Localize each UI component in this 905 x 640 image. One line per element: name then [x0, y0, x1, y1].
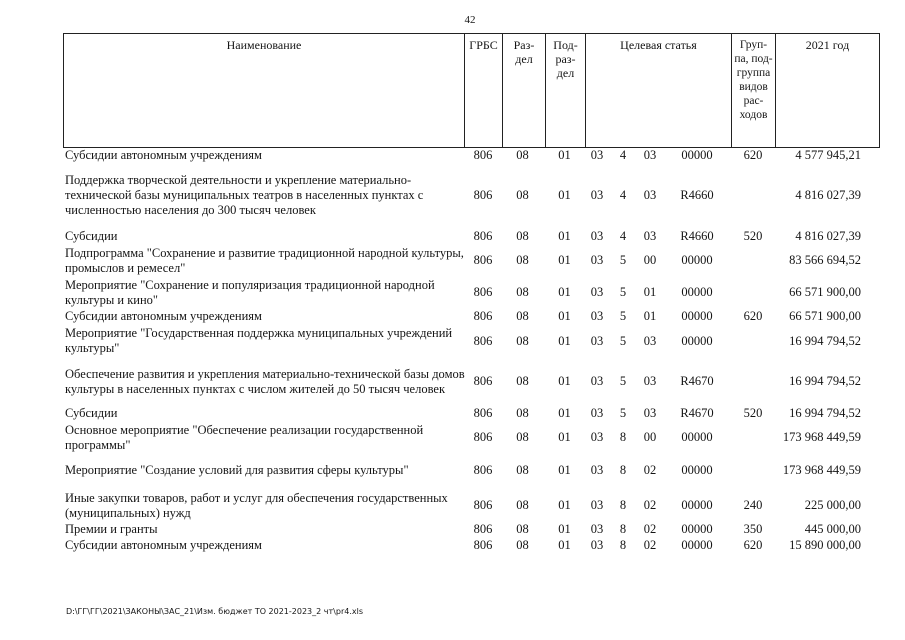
row-podrazdel: 01: [558, 187, 571, 202]
row-podrazdel: 01: [558, 308, 571, 323]
row-direction: 00000: [681, 333, 713, 348]
row-sum: 83 566 694,52: [789, 253, 861, 267]
row-event: 03: [643, 405, 657, 420]
row-razdel: 08: [516, 308, 529, 323]
row-name: Субсидии: [65, 405, 118, 420]
row-sum: 66 571 900,00: [789, 308, 861, 323]
row-grbs: 806: [473, 308, 493, 323]
row-podrazdel: 01: [558, 430, 571, 444]
row-direction: 00000: [681, 498, 713, 512]
row-direction: R4670: [680, 405, 714, 420]
row-program: 03: [590, 228, 604, 243]
row-sum: 4 816 027,39: [795, 228, 861, 243]
table-row: [63, 228, 878, 244]
row-podrazdel: 01: [558, 521, 571, 536]
row-direction: 00000: [681, 521, 713, 536]
row-podrazdel: 01: [558, 285, 571, 299]
page-number: 42: [464, 14, 476, 26]
row-podrazdel: 01: [558, 148, 571, 162]
row-event: 01: [643, 308, 657, 323]
row-podrazdel: 01: [558, 253, 571, 267]
row-direction: 00000: [681, 253, 713, 267]
row-sum: 4 816 027,39: [795, 187, 861, 202]
row-group: 240: [743, 498, 763, 512]
row-subprogram: 4: [619, 187, 627, 202]
row-program: 03: [590, 253, 604, 267]
row-podrazdel: 01: [558, 462, 571, 477]
row-sum: 225 000,00: [804, 498, 861, 512]
row-razdel: 08: [516, 228, 529, 243]
row-program: 03: [590, 148, 604, 162]
header-name: Наименование: [226, 38, 302, 52]
row-grbs: 806: [473, 333, 493, 348]
row-event: 02: [643, 498, 657, 512]
row-program: 03: [590, 187, 604, 202]
row-group: 620: [743, 148, 763, 162]
row-razdel: 08: [516, 253, 529, 267]
row-razdel: 08: [516, 374, 529, 388]
row-grbs: 806: [473, 521, 493, 536]
table-row: [63, 172, 878, 218]
row-subprogram: 8: [619, 521, 627, 536]
header-year: 2021 год: [775, 34, 879, 147]
table-row: [63, 277, 878, 308]
row-subprogram: 8: [619, 430, 627, 444]
row-subprogram: 5: [619, 333, 627, 348]
row-sum: 445 000,00: [804, 521, 861, 536]
row-razdel: 08: [516, 333, 529, 348]
row-razdel: 08: [516, 537, 529, 552]
row-grbs: 806: [473, 187, 493, 202]
row-direction: R4660: [680, 228, 714, 243]
row-direction: 00000: [681, 430, 713, 444]
row-grbs: 806: [473, 148, 493, 162]
row-sum: 16 994 794,52: [789, 333, 861, 348]
row-event: 03: [643, 187, 657, 202]
row-podrazdel: 01: [558, 228, 571, 243]
row-name: Субсидии автономным учреждениям: [65, 308, 262, 323]
table-row: [63, 421, 878, 454]
row-name: Субсидии автономным учреждениям: [65, 537, 262, 552]
row-name: Премии и гранты: [65, 521, 158, 536]
table-row: [63, 244, 878, 277]
row-event: 03: [643, 374, 657, 388]
row-razdel: 08: [516, 148, 529, 162]
row-direction: 00000: [681, 308, 713, 323]
row-razdel: 08: [516, 187, 529, 202]
row-name: Субсидии: [65, 228, 118, 243]
table-row: [63, 148, 878, 163]
row-sum: 173 968 449,59: [782, 462, 861, 477]
table-row: [63, 537, 878, 553]
table-row: [63, 462, 878, 478]
row-name: Поддержка творческой деятельности и укрепление материально-технической базы муниципальных театров в населенных пунктах с численностью населения до 300 тысяч человек: [65, 172, 424, 217]
row-name: Мероприятие "Государственная поддержка муниципальных учреждений культуры": [65, 326, 453, 355]
row-podrazdel: 01: [558, 333, 571, 348]
row-event: 00: [643, 430, 657, 444]
header-podrazdel: Под- раз- дел: [545, 34, 585, 147]
row-program: 03: [590, 333, 604, 348]
row-program: 03: [590, 374, 604, 388]
row-group: 620: [743, 537, 763, 552]
row-podrazdel: 01: [558, 374, 571, 388]
row-grbs: 806: [473, 253, 493, 267]
row-grbs: 806: [473, 374, 493, 388]
row-sum: 66 571 900,00: [789, 285, 861, 299]
row-event: 01: [643, 285, 657, 299]
row-sum: 16 994 794,52: [789, 405, 861, 420]
row-razdel: 08: [516, 285, 529, 299]
row-event: 03: [643, 228, 657, 243]
row-razdel: 08: [516, 430, 529, 444]
row-event: 00: [643, 253, 657, 267]
row-razdel: 08: [516, 462, 529, 477]
table-body: [63, 148, 878, 553]
row-subprogram: 5: [619, 374, 627, 388]
row-grbs: 806: [473, 405, 493, 420]
row-direction: R4660: [680, 187, 714, 202]
row-program: 03: [590, 537, 604, 552]
row-razdel: 08: [516, 498, 529, 512]
row-event: 02: [643, 521, 657, 536]
row-group: 350: [743, 521, 763, 536]
table-row: [63, 324, 878, 358]
table-row: [63, 490, 878, 521]
row-name: Подпрограмма "Сохранение и развитие традиционной народной культуры, промыслов и ремесел": [65, 245, 464, 275]
row-grbs: 806: [473, 537, 493, 552]
row-group: 520: [743, 405, 763, 420]
table-row: [63, 521, 878, 537]
row-name: Иные закупки товаров, работ и услуг для обеспечения государственных (муниципальных) нужд: [65, 490, 448, 520]
row-program: 03: [590, 430, 604, 444]
row-program: 03: [590, 285, 604, 299]
row-subprogram: 4: [619, 148, 627, 162]
row-direction: 00000: [681, 148, 713, 162]
row-program: 03: [590, 498, 604, 512]
row-grbs: 806: [473, 285, 493, 299]
table-row: [63, 405, 878, 421]
table-row: [63, 308, 878, 324]
row-program: 03: [590, 521, 604, 536]
row-program: 03: [590, 462, 604, 477]
row-name: Мероприятие "Сохранение и популяризация традиционной народной культуры и кино": [65, 277, 435, 307]
row-program: 03: [590, 405, 604, 420]
row-subprogram: 4: [619, 228, 627, 243]
row-subprogram: 5: [619, 285, 627, 299]
row-subprogram: 5: [619, 405, 627, 420]
table-header: [63, 33, 880, 148]
row-program: 03: [590, 308, 604, 323]
row-podrazdel: 01: [558, 537, 571, 552]
row-sum: 15 890 000,00: [789, 537, 861, 552]
header-target: Целевая статья: [585, 34, 731, 147]
row-podrazdel: 01: [558, 405, 571, 420]
row-group: 520: [743, 228, 763, 243]
row-name: Мероприятие "Создание условий для развития сферы культуры": [65, 462, 409, 477]
row-name: Основное мероприятие "Обеспечение реализации государственной программы": [65, 422, 424, 452]
row-razdel: 08: [516, 405, 529, 420]
header-razdel: Раз- дел: [502, 34, 545, 147]
row-subprogram: 8: [619, 462, 627, 477]
row-direction: 00000: [681, 462, 713, 477]
row-grbs: 806: [473, 498, 493, 512]
row-subprogram: 8: [619, 498, 627, 512]
row-direction: 00000: [681, 285, 713, 299]
row-event: 03: [643, 333, 657, 348]
file-path-footer: D:\ГГ\ГГ\2021\ЗАКОНЫ\ЗАС_21\Изм. бюджет ТО 2021-2023_2 чт\pr4.xls: [66, 607, 363, 616]
row-sum: 16 994 794,52: [789, 374, 861, 388]
row-subprogram: 8: [619, 537, 627, 552]
row-razdel: 08: [516, 521, 529, 536]
row-direction: R4670: [680, 374, 714, 388]
row-subprogram: 5: [619, 253, 627, 267]
row-event: 02: [643, 537, 657, 552]
row-group: 620: [743, 308, 763, 323]
header-grbs: ГРБС: [464, 34, 502, 147]
row-sum: 4 577 945,21: [795, 148, 861, 162]
table-row: [63, 358, 878, 405]
row-sum: 173 968 449,59: [782, 430, 861, 444]
row-event: 02: [643, 462, 657, 477]
row-grbs: 806: [473, 228, 493, 243]
row-grbs: 806: [473, 430, 493, 444]
row-subprogram: 5: [619, 308, 627, 323]
row-name: Обеспечение развития и укрепления материально-технической базы домов культуры в населенных пунктах с числом жителей до 50 тысяч человек: [65, 366, 465, 396]
row-grbs: 806: [473, 462, 493, 477]
row-event: 03: [643, 148, 657, 162]
row-podrazdel: 01: [558, 498, 571, 512]
row-direction: 00000: [681, 537, 713, 552]
row-name: Субсидии автономным учреждениям: [65, 148, 262, 162]
header-group: Груп- па, под- группа видов рас- ходов: [731, 34, 775, 147]
